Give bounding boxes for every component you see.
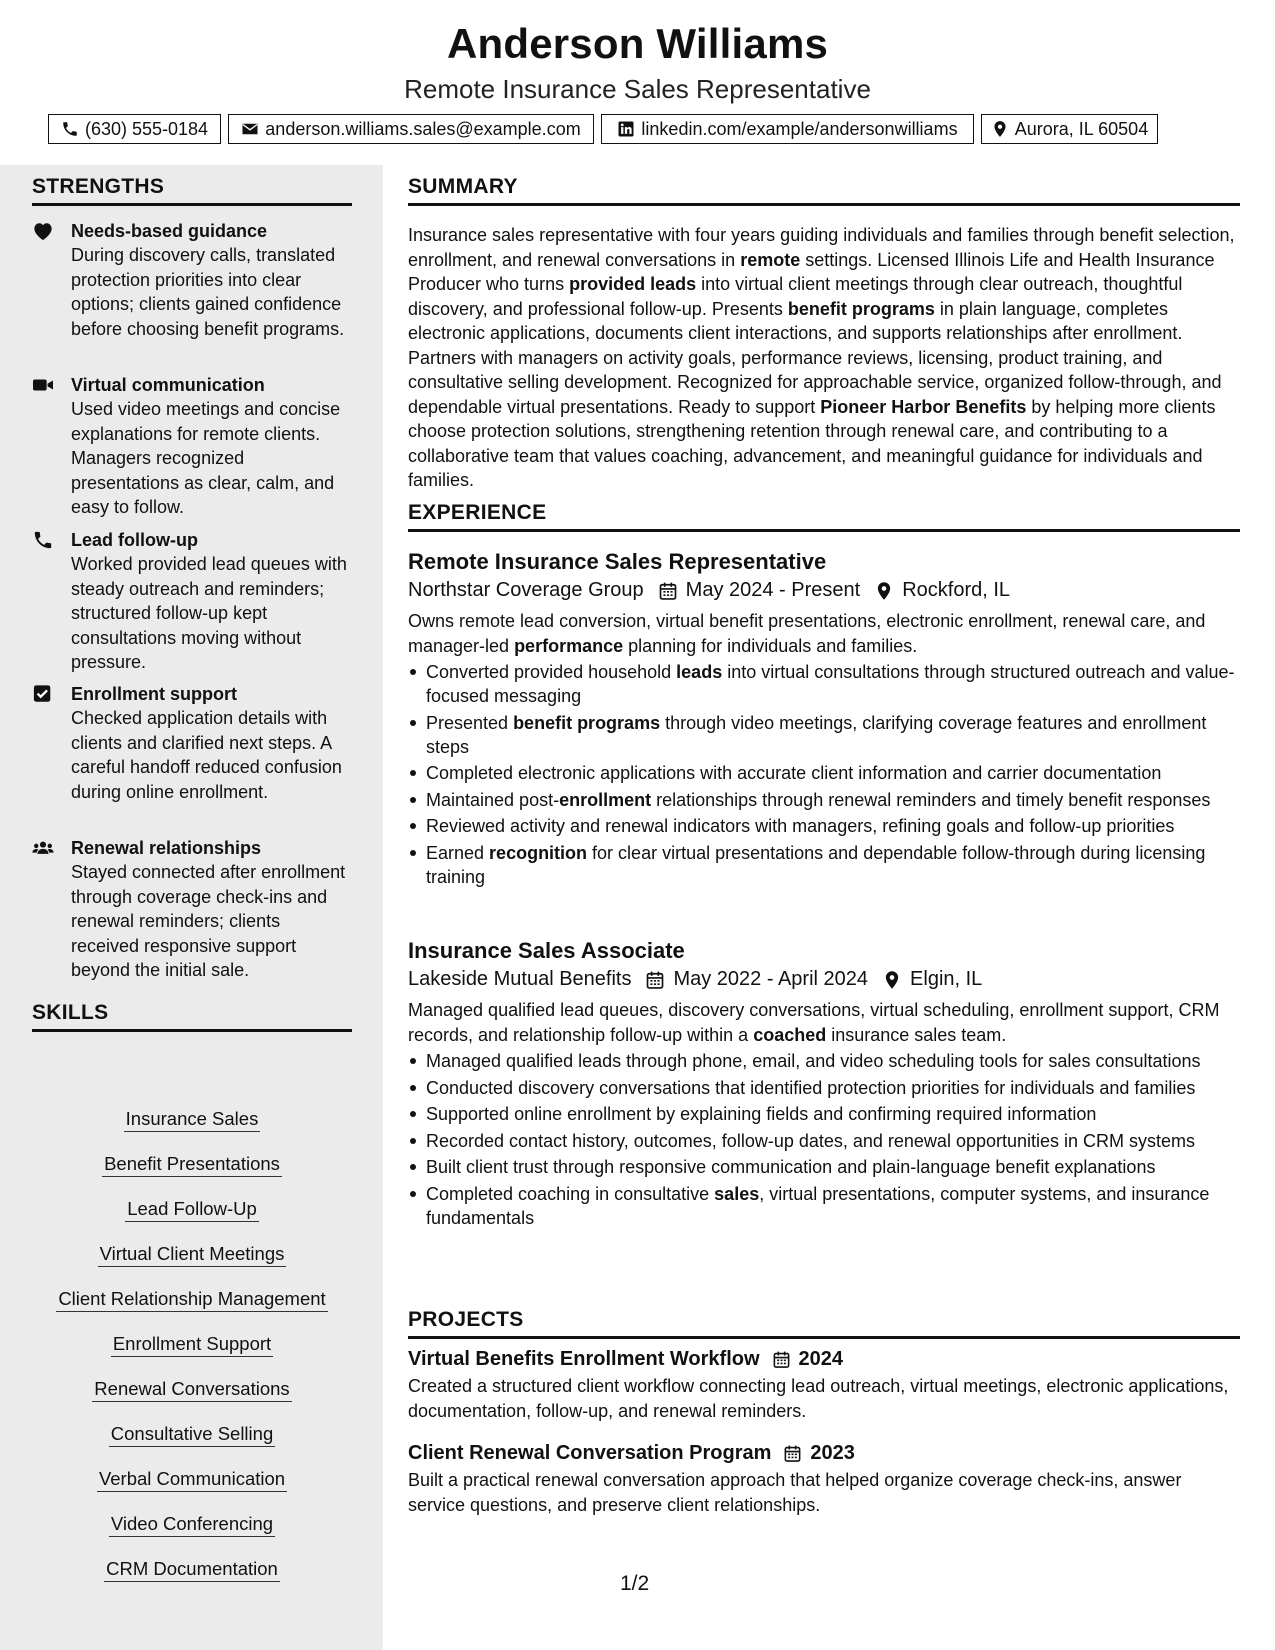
contact-email[interactable] <box>228 114 594 144</box>
project-description: Created a structured client workflow connecting lead outreach, virtual meetings, electronic applications, documentation, follow-up, and renewal reminders. <box>408 1376 1229 1421</box>
linkedin-icon <box>617 120 635 138</box>
project-entry <box>408 1348 1240 1423</box>
job-bullet: Converted provided household leads into virtual consultations through structured outreach and value-focused messaging <box>408 660 1240 708</box>
strength-item <box>32 373 352 520</box>
skill-item: Virtual Client Meetings <box>32 1242 352 1287</box>
project-title-row <box>408 1348 1240 1371</box>
skills-heading: SKILLS <box>32 1001 352 1032</box>
job-bullet: Recorded contact history, outcomes, follow-up dates, and renewal opportunities in CRM systems <box>408 1129 1240 1153</box>
users-icon <box>32 838 54 858</box>
job-bullet: Presented benefit programs through video meetings, clarifying coverage features and enrollment steps <box>408 711 1240 759</box>
phone-icon <box>32 530 54 550</box>
candidate-role: Remote Insurance Sales Representative <box>404 74 871 104</box>
strength-item <box>32 682 352 804</box>
job-bullet: Completed electronic applications with accurate client information and carrier documentation <box>408 761 1240 785</box>
skill-item: Benefit Presentations <box>32 1152 352 1197</box>
experience-heading: EXPERIENCE <box>408 501 1240 532</box>
checkbox-icon <box>32 684 54 704</box>
skill-item: Client Relationship Management <box>32 1287 352 1332</box>
project-year: 2024 <box>798 1348 844 1370</box>
project-title: Virtual Benefits Enrollment Workflow <box>408 1348 760 1370</box>
job-entry <box>408 549 1240 891</box>
page-number: 1/2 <box>620 1572 650 1595</box>
strength-description: Checked application details with clients and clarified next steps. A careful handoff reduced confusion during online enrollment. <box>71 708 342 802</box>
job-location: Rockford, IL <box>902 579 1011 601</box>
job-bullet: Built client trust through responsive communication and plain-language benefit explanations <box>408 1155 1240 1179</box>
skill-item: Lead Follow-Up <box>32 1197 352 1242</box>
strength-description: Stayed connected after enrollment through coverage check-ins and renewal reminders; clients received responsive support beyond the initial sale. <box>71 862 346 980</box>
resume-header <box>0 0 1275 165</box>
envelope-icon <box>241 120 259 138</box>
contact-email-text: anderson.williams.sales@example.com <box>265 118 581 139</box>
project-entry <box>408 1442 1240 1517</box>
job-bullet: Completed coaching in consultative sales, virtual presentations, computer systems, and insurance fundamentals <box>408 1182 1240 1230</box>
job-bullet: Conducted discovery conversations that identified protection priorities for individuals and families <box>408 1076 1240 1100</box>
strengths-heading: STRENGTHS <box>32 175 352 206</box>
job-intro: Owns remote lead conversion, virtual benefit presentations, electronic enrollment, renewal care, and manager-led performance planning for individuals and families. <box>408 611 1206 656</box>
map-pin-icon <box>874 581 894 601</box>
summary-text: Insurance sales representative with four years guiding individuals and families through benefit selection, enrollment, and renewal conversations in remote settings. Licensed Illinois Life and Health Insurance Producer who turns provided leads into virtual client meetings through clear outreach, thoughtful discovery, and professional follow-up. Presents benefit programs in plain language, completes electronic applications, documents client interactions, and supports relationships after enrollment. Partners with managers on activity goals, performance reviews, licensing, product training, and consultative selling development. Recognized for approachable service, organized follow-through, and dependable virtual presentations. Ready to support Pioneer Harbor Benefits by helping more clients choose protection solutions, strengthening retention through renewal care, and contributing to a collaborative team that values coaching, advancement, and meaningful guidance for individuals and families. <box>408 225 1235 490</box>
job-meta <box>408 968 1240 991</box>
calendar-icon <box>772 1350 791 1369</box>
strength-title: Renewal relationships <box>71 838 262 858</box>
skills-list <box>32 1107 352 1602</box>
contact-linkedin-text: linkedin.com/example/andersonwilliams <box>641 118 958 139</box>
job-meta <box>408 579 1240 602</box>
job-dates: May 2022 - April 2024 <box>673 968 869 990</box>
project-year: 2023 <box>810 1442 855 1464</box>
contact-linkedin[interactable] <box>601 114 974 144</box>
job-bullet: Supported online enrollment by explaining fields and confirming required information <box>408 1102 1240 1126</box>
contact-location[interactable] <box>981 114 1158 144</box>
calendar-icon <box>645 970 665 990</box>
video-camera-icon <box>32 375 54 395</box>
strength-title: Virtual communication <box>71 375 265 395</box>
job-location: Elgin, IL <box>910 968 983 990</box>
job-bullets <box>408 1049 1240 1230</box>
contact-bar <box>0 114 1275 144</box>
strength-item <box>32 528 352 675</box>
job-bullet: Managed qualified leads through phone, email, and video scheduling tools for sales consultations <box>408 1049 1240 1073</box>
job-intro: Managed qualified lead queues, discovery conversations, virtual scheduling, enrollment support, CRM records, and relationship follow-up within a coached insurance sales team. <box>408 1000 1220 1045</box>
project-title: Client Renewal Conversation Program <box>408 1442 772 1464</box>
skill-item: Insurance Sales <box>32 1107 352 1152</box>
skill-item: Verbal Communication <box>32 1467 352 1512</box>
job-dates: May 2024 - Present <box>685 579 861 601</box>
candidate-name: Anderson Williams <box>446 20 829 67</box>
map-pin-icon <box>882 970 902 990</box>
strength-description: Used video meetings and concise explanations for remote clients. Managers recognized presentations as clear, calm, and easy to follow. <box>71 399 341 517</box>
strength-description: During discovery calls, translated protection priorities into clear options; clients gained confidence before choosing benefit programs. <box>71 245 345 339</box>
projects-heading: PROJECTS <box>408 1308 1240 1339</box>
skill-item: Video Conferencing <box>32 1512 352 1557</box>
contact-phone-text: (630) 555-0184 <box>84 118 209 139</box>
strength-title: Needs-based guidance <box>71 221 268 241</box>
calendar-icon <box>658 581 678 601</box>
strength-item <box>32 836 352 983</box>
job-entry <box>408 938 1240 1232</box>
strength-title: Enrollment support <box>71 684 237 704</box>
job-bullet: Maintained post-enrollment relationships through renewal reminders and timely benefit responses <box>408 788 1240 812</box>
project-title-row <box>408 1442 1240 1465</box>
job-bullet: Reviewed activity and renewal indicators with managers, refining goals and follow-up priorities <box>408 814 1240 838</box>
skill-item: Enrollment Support <box>32 1332 352 1377</box>
contact-location-text: Aurora, IL 60504 <box>1014 118 1149 139</box>
map-pin-icon <box>991 120 1009 138</box>
calendar-icon <box>783 1444 802 1463</box>
job-title: Insurance Sales Associate <box>408 938 685 963</box>
job-company: Lakeside Mutual Benefits <box>408 968 632 990</box>
heart-icon <box>32 221 54 241</box>
strength-title: Lead follow-up <box>71 530 198 550</box>
job-bullets <box>408 660 1240 889</box>
skill-item: CRM Documentation <box>32 1557 352 1602</box>
phone-icon <box>61 120 79 138</box>
contact-phone[interactable] <box>48 114 221 144</box>
project-description: Built a practical renewal conversation approach that helped organize coverage check-ins, answer service questions, and preserve client relationships. <box>408 1470 1182 1515</box>
summary-heading: SUMMARY <box>408 175 1240 206</box>
strength-description: Worked provided lead queues with steady outreach and reminders; structured follow-up kept consultations moving without pressure. <box>71 554 347 672</box>
skill-item: Renewal Conversations <box>32 1377 352 1422</box>
job-company: Northstar Coverage Group <box>408 579 644 601</box>
skill-item: Consultative Selling <box>32 1422 352 1467</box>
job-title: Remote Insurance Sales Representative <box>408 549 827 574</box>
strength-item <box>32 219 352 341</box>
job-bullet: Earned recognition for clear virtual presentations and dependable follow-through during licensing training <box>408 841 1240 889</box>
